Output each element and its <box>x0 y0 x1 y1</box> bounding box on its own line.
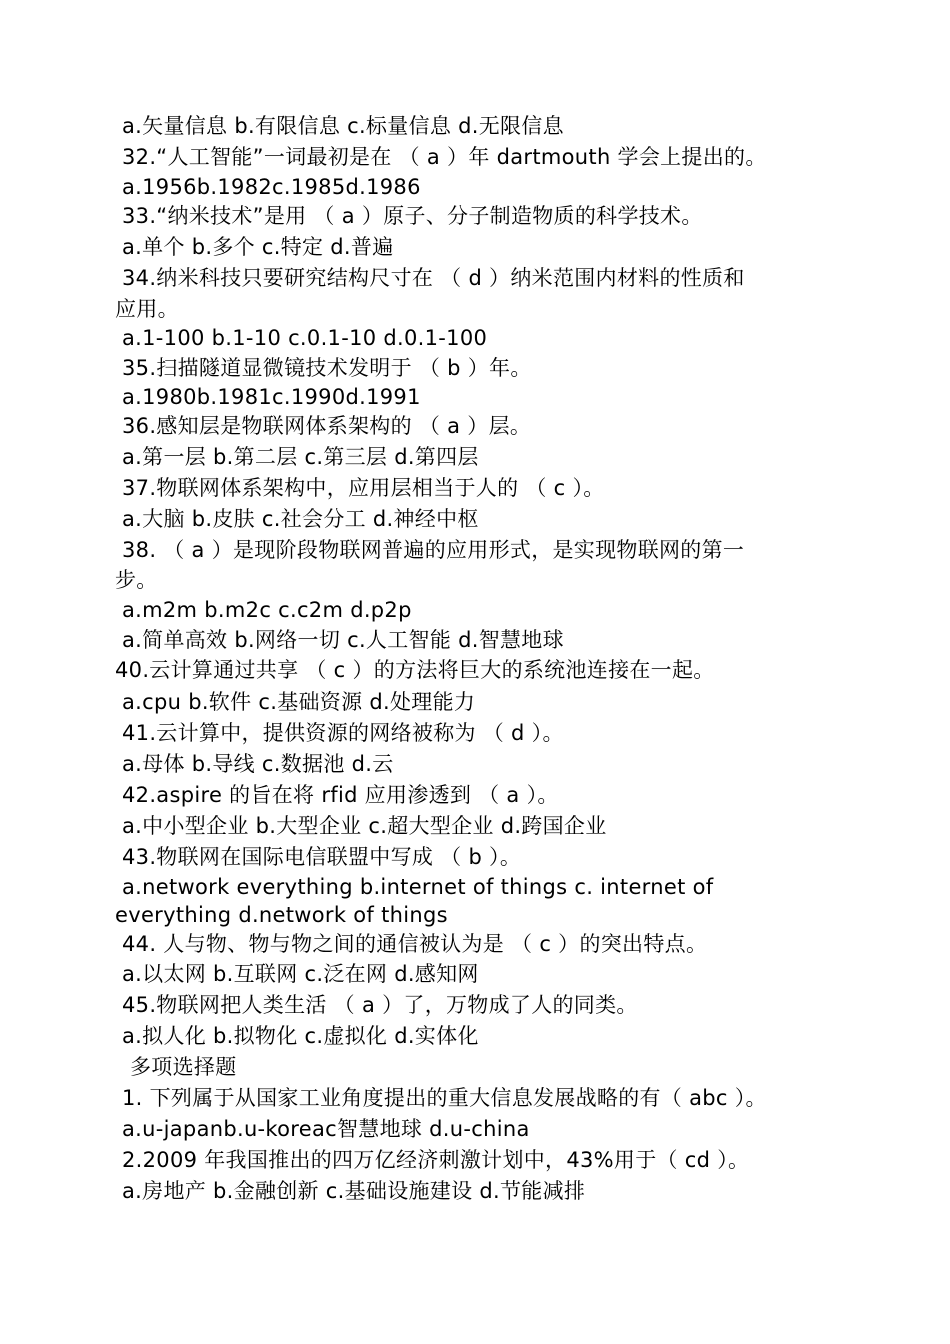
text-line: 43.物联网在国际电信联盟中写成 （ b ）。 <box>122 845 522 869</box>
text-line: a.大脑 b.皮肤 c.社会分工 d.神经中枢 <box>122 507 479 531</box>
text-line: everything d.network of things <box>115 903 448 927</box>
text-line: 2.2009 年我国推出的四万亿经济刺激计划中，43%用于（ cd ）。 <box>122 1148 750 1172</box>
text-line: 34.纳米科技只要研究结构尺寸在 （ d ）纳米范围内材料的性质和 <box>122 266 745 290</box>
text-line: a.1980b.1981c.1990d.1991 <box>122 385 421 409</box>
text-line: a.第一层 b.第二层 c.第三层 d.第四层 <box>122 445 479 469</box>
text-line: a.拟人化 b.拟物化 c.虚拟化 d.实体化 <box>122 1024 479 1048</box>
text-line: 45.物联网把人类生活 （ a ）了，万物成了人的同类。 <box>122 993 638 1017</box>
text-line: a.以太网 b.互联网 c.泛在网 d.感知网 <box>122 962 479 986</box>
text-line: 33.“纳米技术”是用 （ a ）原子、分子制造物质的科学技术。 <box>122 204 703 228</box>
text-line: a.单个 b.多个 c.特定 d.普遍 <box>122 235 394 259</box>
text-line: a.1956b.1982c.1985d.1986 <box>122 175 421 199</box>
text-line: a.network everything b.internet of things c. internet of <box>122 875 714 899</box>
text-line: 37.物联网体系架构中，应用层相当于人的 （ c ）。 <box>122 476 605 500</box>
text-line: 1. 下列属于从国家工业角度提出的重大信息发展战略的有（ abc ）。 <box>122 1086 767 1110</box>
text-line: a.简单高效 b.网络一切 c.人工智能 d.智慧地球 <box>122 628 564 652</box>
text-line: a.cpu b.软件 c.基础资源 d.处理能力 <box>122 690 476 714</box>
text-line: a.m2m b.m2c c.c2m d.p2p <box>122 598 412 622</box>
text-line: a.母体 b.导线 c.数据池 d.云 <box>122 752 394 776</box>
text-line: 42.aspire 的旨在将 rfid 应用渗透到 （ a ）。 <box>122 783 559 807</box>
text-line: 44. 人与物、物与物之间的通信被认为是 （ c ）的突出特点。 <box>122 932 708 956</box>
text-line: 38. （ a ）是现阶段物联网普遍的应用形式，是实现物联网的第一 <box>122 538 745 562</box>
text-line: 36.感知层是物联网体系架构的 （ a ）层。 <box>122 414 532 438</box>
text-line: a.1-100 b.1-10 c.0.1-10 d.0.1-100 <box>122 326 488 350</box>
text-line: 41.云计算中，提供资源的网络被称为 （ d ）。 <box>122 721 564 745</box>
text-line: 步。 <box>115 568 158 592</box>
text-line: a.矢量信息 b.有限信息 c.标量信息 d.无限信息 <box>122 114 564 138</box>
text-line: 40.云计算通过共享 （ c ）的方法将巨大的系统池连接在一起。 <box>115 658 715 682</box>
text-line: 应用。 <box>115 297 179 321</box>
text-line: 35.扫描隧道显微镜技术发明于 （ b ）年。 <box>122 356 532 380</box>
text-line: a.中小型企业 b.大型企业 c.超大型企业 d.跨国企业 <box>122 814 607 838</box>
text-line: 32.“人工智能”一词最初是在 （ a ）年 dartmouth 学会上提出的。 <box>122 145 767 169</box>
text-line: a.房地产 b.金融创新 c.基础设施建设 d.节能减排 <box>122 1179 586 1203</box>
text-line: a.u-japanb.u-koreac智慧地球 d.u-china <box>122 1117 530 1141</box>
text-line: 多项选择题 <box>130 1055 237 1079</box>
